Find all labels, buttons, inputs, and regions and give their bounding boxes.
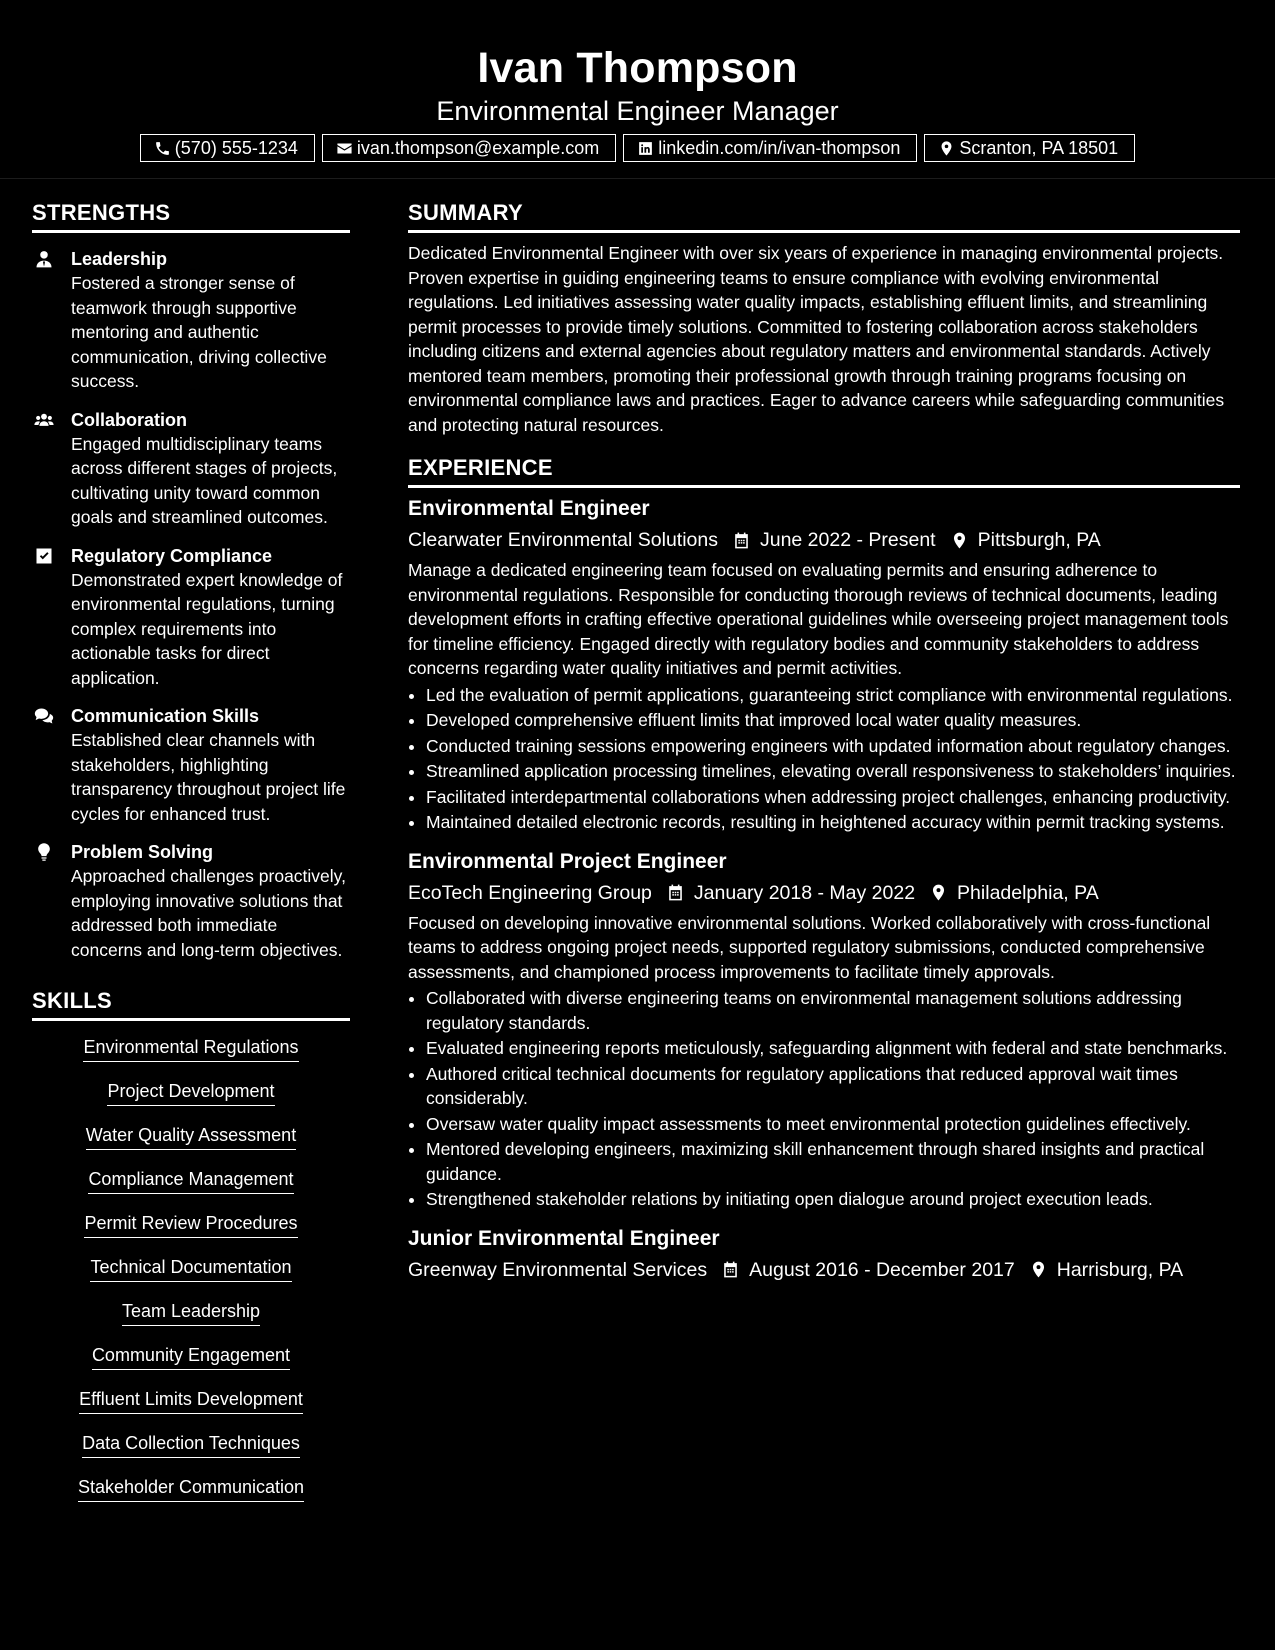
job-bullet: • Evaluated engineering reports meticulously, safeguarding alignment with federal and state benchmarks. xyxy=(426,1036,1240,1061)
strength-item xyxy=(32,408,350,530)
left-column xyxy=(32,198,350,1519)
strength-desc: Established clear channels with stakeholders, highlighting transparency throughout project life cycles for enhanced trust. xyxy=(71,730,346,824)
skill-tag: Water Quality Assessment xyxy=(86,1123,296,1150)
job-location: Philadelphia, PA xyxy=(957,881,1099,904)
job-bullet: • Led the evaluation of permit applications, guaranteeing strict compliance with environmental regulations. xyxy=(426,683,1240,708)
job-entry xyxy=(408,494,1240,835)
strength-name: Communication Skills xyxy=(71,706,260,726)
location-text: Scranton, PA 18501 xyxy=(959,137,1119,158)
job-dates: August 2016 - December 2017 xyxy=(749,1258,1015,1281)
strength-desc: Fostered a stronger sense of teamwork through supportive mentoring and authentic communication, driving collective success. xyxy=(71,273,327,391)
job-bullet: • Conducted training sessions empowering engineers with updated information about regulatory changes. xyxy=(426,734,1240,759)
skill-tag: Community Engagement xyxy=(92,1343,290,1370)
contact-bar xyxy=(0,134,1275,162)
skill-tag: Permit Review Procedures xyxy=(84,1211,297,1238)
skill-tag: Team Leadership xyxy=(122,1299,260,1326)
user-tie-icon xyxy=(34,249,54,269)
candidate-title: Environmental Engineer Manager xyxy=(436,96,839,126)
job-bullet: • Authored critical technical documents for regulatory applications that reduced approval wait times considerably. xyxy=(426,1062,1240,1111)
job-meta xyxy=(408,525,1240,555)
skill-tag: Data Collection Techniques xyxy=(82,1431,300,1458)
job-bullet: • Mentored developing engineers, maximizing skill enhancement through shared insights and practical guidance. xyxy=(426,1137,1240,1186)
job-company: Greenway Environmental Services xyxy=(408,1258,708,1281)
strengths-list xyxy=(32,247,350,962)
job-bullet: • Developed comprehensive effluent limits that improved local water quality measures. xyxy=(426,708,1240,733)
skills-list xyxy=(32,1035,350,1519)
strength-name: Regulatory Compliance xyxy=(71,545,273,566)
contact-email[interactable] xyxy=(322,134,616,162)
contact-phone[interactable] xyxy=(140,134,315,162)
resume-header xyxy=(0,0,1275,179)
lightbulb-icon xyxy=(34,842,54,862)
job-dates: June 2022 - Present xyxy=(759,529,936,551)
skill-tag: Project Development xyxy=(107,1079,274,1106)
comments-icon xyxy=(34,706,54,726)
strength-name: Leadership xyxy=(71,249,168,269)
job-location: Harrisburg, PA xyxy=(1056,1258,1184,1281)
map-marker-icon xyxy=(938,140,955,157)
job-title: Environmental Engineer xyxy=(408,497,650,520)
job-bullet: • Strengthened stakeholder relations by initiating open dialogue around project execution leads. xyxy=(426,1187,1240,1212)
job-location: Pittsburgh, PA xyxy=(977,529,1101,551)
job-description: Focused on developing innovative environmental solutions. Worked collaboratively with cross-functional teams to address ongoing project needs, supported regulatory submissions, conducted comprehensive assessments, and championed process improvements to facilitate timely approvals. xyxy=(408,912,1211,982)
strength-item xyxy=(32,704,350,826)
strength-name: Problem Solving xyxy=(71,842,214,862)
email-text: ivan.thompson@example.com xyxy=(356,137,600,158)
job-bullet: • Facilitated interdepartmental collaborations when addressing project challenges, enhancing productivity. xyxy=(426,785,1240,810)
skill-tag: Technical Documentation xyxy=(90,1255,291,1282)
contact-location xyxy=(924,134,1135,162)
summary-text: Dedicated Environmental Engineer with over six years of experience in managing environmental projects. Proven expertise in guiding engineering teams to ensure compliance with evolving environmental regulations. Led initiatives assessing water quality impacts, establishing effluent limits, and streamlining permit processes to provide timely solutions. Committed to fostering collaboration across stakeholders including citizens and external agencies about regulatory matters and environmental standards. Actively mentored team members, promoting their professional growth through training programs focusing on environmental compliance laws and practices. Eager to advance careers while safeguarding communities and protecting natural resources. xyxy=(408,243,1225,435)
job-bullet: • Maintained detailed electronic records, resulting in heightened accuracy within permit tracking systems. xyxy=(426,810,1240,835)
map-marker-icon xyxy=(950,531,969,550)
strength-item xyxy=(32,247,350,394)
phone-text: (570) 555-1234 xyxy=(174,137,298,158)
job-bullet: • Oversaw water quality impact assessments to meet environmental protection guidelines effectively. xyxy=(426,1112,1240,1137)
job-bullets xyxy=(408,683,1240,835)
strength-desc: Engaged multidisciplinary teams across different stages of projects, cultivating unity toward common goals and streamlined outcomes. xyxy=(71,433,338,527)
job-description: Manage a dedicated engineering team focused on evaluating permits and ensuring adherence to environmental regulations. Responsible for conducting thorough reviews of technical documents, leading development efforts in crafting effective operational guidelines while overseeing project management tools for timeline efficiency. Engaged directly with regulatory bodies and community stakeholders to address concerns regarding water quality initiatives and permit activities. xyxy=(408,560,1229,678)
job-bullet: • Streamlined application processing timelines, elevating overall responsiveness to stakeholders’ inquiries. xyxy=(426,759,1240,784)
calendar-icon xyxy=(721,1260,740,1279)
job-company: EcoTech Engineering Group xyxy=(408,881,652,904)
strength-desc: Approached challenges proactively, employing innovative solutions that addressed both immediate concerns and long-term objectives. xyxy=(71,866,346,960)
strength-item xyxy=(32,840,350,962)
calendar-icon xyxy=(732,531,751,550)
linkedin-icon xyxy=(637,140,654,157)
map-marker-icon xyxy=(929,883,948,902)
skill-tag: Compliance Management xyxy=(88,1167,293,1194)
skills-heading: SKILLS xyxy=(32,986,350,1021)
strengths-heading: STRENGTHS xyxy=(32,198,350,233)
skill-tag: Stakeholder Communication xyxy=(78,1475,304,1502)
checkbox-icon xyxy=(34,546,54,566)
skill-tag: Effluent Limits Development xyxy=(79,1387,303,1414)
job-entry xyxy=(408,847,1240,1212)
envelope-icon xyxy=(336,140,353,157)
strength-desc: Demonstrated expert knowledge of environmental regulations, turning complex requirements into actionable tasks for direct application. xyxy=(71,569,343,688)
strength-name: Collaboration xyxy=(71,409,187,430)
skill-tag: Environmental Regulations xyxy=(83,1035,298,1062)
job-bullet: • Collaborated with diverse engineering teams on environmental management solutions addressing regulatory standards. xyxy=(426,986,1240,1035)
map-marker-icon xyxy=(1029,1260,1048,1279)
job-company: Clearwater Environmental Solutions xyxy=(408,529,718,551)
strength-item xyxy=(32,544,350,691)
right-column xyxy=(408,198,1240,1285)
phone-icon xyxy=(154,140,171,157)
job-meta xyxy=(408,1255,1240,1285)
calendar-icon xyxy=(666,883,685,902)
linkedin-text: linkedin.com/in/ivan-thompson xyxy=(658,137,901,158)
contact-linkedin[interactable] xyxy=(623,134,917,162)
job-entry xyxy=(408,1224,1240,1285)
summary-heading: SUMMARY xyxy=(408,198,1240,233)
candidate-name: Ivan Thompson xyxy=(477,44,798,92)
users-icon xyxy=(34,410,54,430)
job-meta xyxy=(408,878,1240,908)
job-title: Junior Environmental Engineer xyxy=(408,1226,720,1250)
job-title: Environmental Project Engineer xyxy=(408,849,727,873)
job-dates: January 2018 - May 2022 xyxy=(693,881,916,904)
job-bullets xyxy=(408,986,1240,1212)
experience-heading: EXPERIENCE xyxy=(408,453,1240,488)
